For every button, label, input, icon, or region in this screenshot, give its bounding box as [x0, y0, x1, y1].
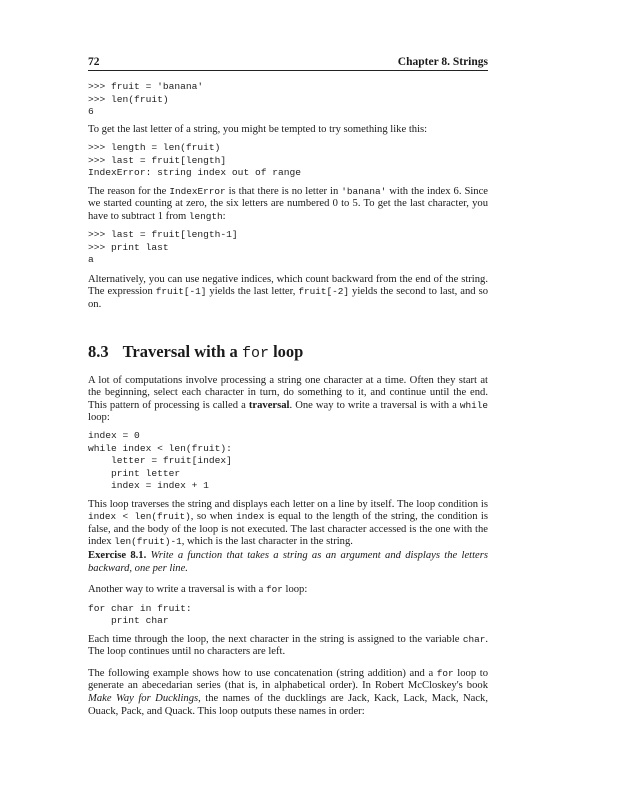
code-line: a: [88, 254, 94, 266]
paragraph: This loop traverses the string and displays each letter on a line by itself. The loop condition is index < len(fruit), so when index is equal to the length of the string, the condition is false, and the body of the loop is not executed. The last character accessed is the one with the index len(fruit)-1, which is the last character in the string.: [88, 498, 488, 548]
paragraph: Each time through the loop, the next character in the string is assigned to the variable char. The loop continues until no characters are left.: [88, 633, 488, 658]
code-line: IndexError: string index out of range: [88, 167, 302, 179]
code-line: >>> last = fruit[length]: [88, 154, 227, 166]
code-line: 6: [88, 106, 94, 117]
paragraph: Alternatively, you can use negative indices, which count backward from the end of the string. The expression fruit[-1] yields the last letter, fruit[-2] yields the second to last, and so on.: [88, 273, 488, 311]
section-number: 8.3: [88, 341, 109, 361]
paragraph: Another way to write a traversal is with a for loop:: [88, 584, 308, 596]
code-line: print char: [88, 615, 169, 627]
code-line: index = index + 1: [88, 480, 209, 492]
exercise-text: Write a function that takes a string as an argument and displays the letters backward, one per line.: [88, 549, 488, 574]
code-block-len: [88, 81, 488, 119]
exercise-label: Exercise 8.1.: [88, 549, 147, 561]
code-line: for char in fruit:: [88, 602, 192, 614]
code-line: while index < len(fruit):: [88, 442, 232, 454]
code-line: >>> print last: [88, 241, 169, 253]
running-header: [88, 56, 488, 71]
paragraph: To get the last letter of a string, you might be tempted to try something like this:: [88, 123, 428, 135]
paragraph: The reason for the IndexError is that there is no letter in 'banana' with the index 6. Since we started counting at zero, the six letters are numbered 0 to 5. To get the last character, you have to subtract 1 from length:: [88, 185, 488, 222]
code-line: >>> len(fruit): [88, 93, 169, 105]
exercise: [88, 550, 488, 575]
section-heading: [88, 342, 488, 362]
code-block-index-error: [88, 142, 488, 180]
chapter-title: Chapter 8. Strings: [397, 56, 488, 68]
page-number: 72: [88, 56, 100, 68]
page: [88, 56, 488, 718]
code-block-for: [88, 603, 488, 628]
code-block-last: [88, 229, 488, 267]
code-line: print letter: [88, 467, 181, 479]
code-line: >>> last = fruit[length-1]: [88, 229, 238, 241]
code-line: >>> fruit = 'banana': [88, 81, 204, 92]
paragraph: A lot of computations involve processing a string one character at a time. Often they start at the beginning, select each character in turn, do something to it, and continue until the end. This pattern of processing is called a traversal. One way to write a traversal is with a while loop:: [88, 374, 488, 424]
paragraph: The following example shows how to use concatenation (string addition) and a for loop to generate an abecedarian series (that is, in alphabetical order). In Robert McCloskey's book Make Way for Ducklings, the names of the ducklings are Jack, Kack, Lack, Mack, Nack, Ouack, Pack, and Quack. This loop outputs these names in order:: [88, 667, 489, 717]
section-title: Traversal with a for loop: [122, 341, 304, 362]
code-line: index = 0: [88, 430, 140, 442]
code-line: >>> length = len(fruit): [88, 142, 221, 154]
code-block-while: [88, 430, 488, 493]
code-line: letter = fruit[index]: [88, 455, 232, 467]
